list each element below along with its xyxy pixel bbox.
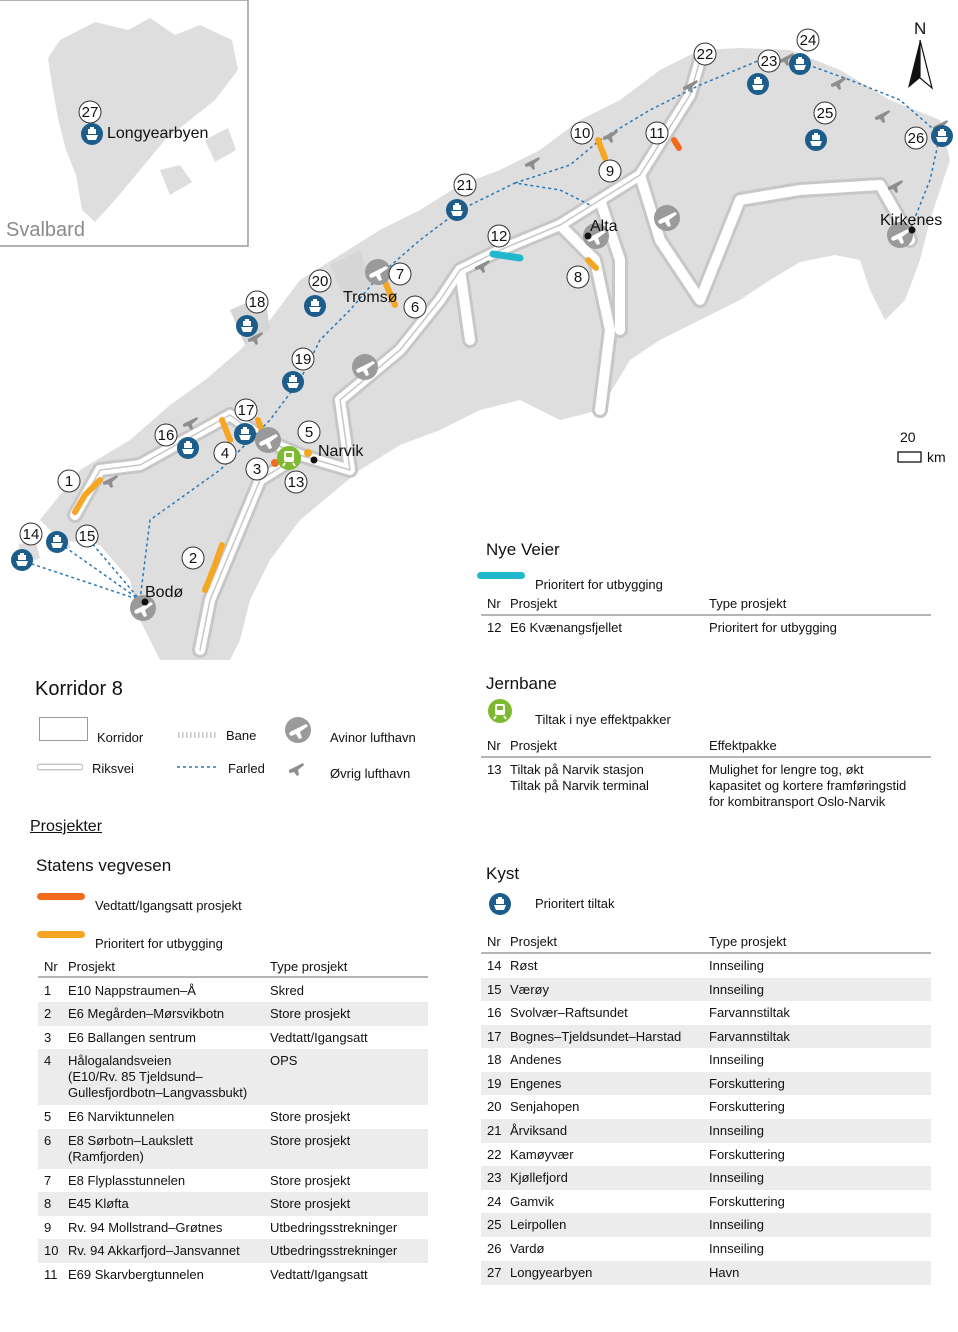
- legend-korridor-label: Korridor: [97, 730, 144, 745]
- marker-11: [646, 122, 668, 144]
- svv-nr: 5: [44, 1109, 52, 1124]
- svv-type: Store prosjekt: [270, 1006, 351, 1021]
- marker-label: 22: [696, 46, 714, 63]
- legend-avinor-icon: [284, 716, 312, 744]
- svv-nr: 8: [44, 1196, 52, 1211]
- svv-prosjekt: E69 Skarvbergtunnelen: [68, 1267, 204, 1282]
- svv-header-rule: [38, 976, 428, 978]
- marker-24: [797, 29, 819, 51]
- marker-25: [814, 102, 836, 124]
- kyst-prosjekt: Gamvik: [510, 1194, 555, 1209]
- marker-15: [76, 525, 98, 547]
- table-row: [481, 1095, 931, 1119]
- svv-prosjekt: E8 Flyplasstunnelen: [68, 1173, 186, 1188]
- kyst-nr: 15: [487, 982, 502, 997]
- airport-icon-lakselv: [654, 205, 680, 231]
- svv-nr: 2: [44, 1006, 52, 1021]
- table-row: [38, 979, 428, 1002]
- marker-10: [571, 122, 593, 144]
- table-row: [481, 954, 931, 978]
- marker-4: [214, 442, 236, 464]
- svv-type: OPS: [270, 1053, 298, 1068]
- segment-12: [493, 254, 520, 258]
- scale-value: 20: [900, 429, 916, 445]
- table-row: [481, 1001, 931, 1025]
- kyst-type: Innseiling: [709, 1170, 764, 1185]
- legend-farled-label: Farled: [228, 761, 265, 776]
- marker-label: 20: [311, 273, 329, 290]
- legend-ovrig-label: Øvrig lufthavn: [330, 766, 411, 781]
- north-label: N: [914, 19, 927, 38]
- svv-prosjekt-line2: (Ramfjorden): [68, 1149, 144, 1164]
- svv-prosjekt: Rv. 94 Mollstrand–Grøtnes: [68, 1220, 223, 1235]
- marker-20: [309, 270, 331, 292]
- airport-icon-tromso: [365, 259, 391, 285]
- table-row: [38, 1216, 428, 1239]
- nye-veier-prosjekt: E6 Kvænangsfjellet: [510, 620, 623, 635]
- svv-type: Utbedringsstrekninger: [270, 1220, 398, 1235]
- marker-1: [58, 470, 80, 492]
- svv-title: Statens vegvesen: [36, 856, 172, 875]
- kyst-prosjekt: Årviksand: [510, 1123, 568, 1138]
- svv-prosjekt: E6 Ballangen sentrum: [68, 1030, 196, 1045]
- svv-nr: 9: [44, 1220, 52, 1235]
- marker-6: [404, 296, 426, 318]
- legend-avinor-label: Avinor lufthavn: [330, 730, 416, 745]
- table-row: [481, 1237, 931, 1261]
- marker-13: [285, 471, 307, 493]
- marker-label: 25: [816, 105, 834, 122]
- kyst-prosjekt: Engenes: [510, 1076, 562, 1091]
- marker-label: 8: [573, 269, 583, 286]
- kyst-type: Forskuttering: [709, 1147, 785, 1162]
- marker-3: [246, 458, 268, 480]
- label-narvik: Narvik: [318, 443, 364, 460]
- marker-8: [567, 266, 589, 288]
- svv-nr: 6: [44, 1133, 52, 1148]
- svv-nr: 11: [44, 1267, 58, 1282]
- marker-19: [292, 348, 314, 370]
- table-row: [481, 1166, 931, 1190]
- marker-22: [694, 43, 716, 65]
- label-kirkenes: Kirkenes: [880, 212, 943, 229]
- table-row: [481, 1261, 931, 1285]
- svv-type: Vedtatt/Igangsatt: [270, 1030, 368, 1045]
- ferry-icon-19: [282, 371, 304, 393]
- rail-icon-13: [277, 446, 301, 470]
- ferry-icon-27: [81, 123, 103, 145]
- nye-veier-header-prosjekt: Prosjekt: [510, 596, 557, 611]
- table-row: [481, 1190, 931, 1213]
- kyst-prosjekt: Vardø: [510, 1241, 545, 1256]
- segment-5: [304, 449, 312, 457]
- table-row: [481, 1025, 931, 1048]
- svv-prosjekt: Hålogalandsveien: [68, 1053, 172, 1068]
- jernbane-title: Jernbane: [486, 674, 557, 693]
- ferry-icon-18: [236, 315, 258, 337]
- kyst-type: Forskuttering: [709, 1194, 785, 1209]
- marker-label: 5: [304, 424, 314, 441]
- jernbane-nr: 13: [487, 762, 502, 777]
- jernbane-prosjekt: Tiltak på Narvik stasjon: [510, 762, 644, 777]
- label-alta: Alta: [590, 218, 618, 235]
- table-row: [38, 1129, 428, 1169]
- jernbane-effektpakke-line2: kapasitet og kortere framføringstid: [709, 778, 907, 793]
- svv-vedtatt-swatch: [37, 893, 85, 900]
- kyst-prosjekt: Kamøyvær: [510, 1147, 574, 1162]
- svv-nr: 10: [44, 1243, 59, 1258]
- table-row: [481, 1048, 931, 1072]
- legend-bane-swatch: [176, 730, 220, 740]
- kyst-nr: 14: [487, 958, 502, 973]
- svv-type: Vedtatt/Igangsatt: [270, 1267, 368, 1282]
- kyst-legend-label: Prioritert tiltak: [535, 896, 615, 911]
- label-longyearbyen: Longyearbyen: [107, 125, 209, 142]
- svv-prosjekt: E6 Narviktunnelen: [68, 1109, 175, 1124]
- kyst-type: Forskuttering: [709, 1099, 785, 1114]
- table-row: [38, 1105, 428, 1129]
- marker-7: [389, 263, 411, 285]
- marker-label: 16: [157, 427, 175, 444]
- svv-nr: 1: [44, 983, 52, 998]
- jernbane-effektpakke: Mulighet for lengre tog, økt: [709, 762, 864, 777]
- svv-nr: 4: [44, 1053, 52, 1068]
- marker-27: [79, 101, 101, 123]
- kyst-prosjekt: Bognes–Tjeldsundet–Harstad: [510, 1029, 682, 1044]
- marker-label: 18: [248, 294, 266, 311]
- kyst-title: Kyst: [486, 864, 520, 883]
- legend-korridor-swatch: [39, 717, 88, 741]
- svv-prioritert-label: Prioritert for utbygging: [95, 936, 223, 951]
- kyst-type: Innseiling: [709, 1052, 764, 1067]
- nye-veier-type: Prioritert for utbygging: [709, 620, 837, 635]
- corridor-map: [0, 0, 958, 665]
- kyst-type: Innseiling: [709, 982, 764, 997]
- ferry-icon-26: [931, 125, 953, 147]
- ferry-icon-17: [234, 423, 256, 445]
- kyst-type: Farvannstiltak: [709, 1005, 790, 1020]
- marker-label: 6: [410, 299, 420, 316]
- marker-label: 19: [294, 351, 312, 368]
- table-row: [481, 758, 931, 814]
- marker-18: [246, 291, 268, 313]
- kyst-type: Farvannstiltak: [709, 1029, 790, 1044]
- ferry-icon-14: [11, 549, 33, 571]
- marker-2: [182, 547, 204, 569]
- kyst-nr: 19: [487, 1076, 502, 1091]
- kyst-type: Havn: [709, 1265, 740, 1280]
- kyst-prosjekt: Andenes: [510, 1052, 562, 1067]
- table-row: [38, 1239, 428, 1263]
- table-row: [481, 616, 931, 640]
- kyst-prosjekt: Senjahopen: [510, 1099, 580, 1114]
- kyst-type: Innseiling: [709, 958, 764, 973]
- kyst-prosjekt: Svolvær–Raftsundet: [510, 1005, 628, 1020]
- svv-header-type: Type prosjekt: [270, 959, 348, 974]
- jernbane-header-nr: Nr: [487, 738, 501, 753]
- legend-bane-label: Bane: [226, 728, 257, 743]
- table-row: [38, 1026, 428, 1049]
- kyst-prosjekt: Kjøllefjord: [510, 1170, 568, 1185]
- marker-label: 2: [188, 550, 198, 567]
- kyst-prosjekt: Longyearbyen: [510, 1265, 593, 1280]
- jernbane-rail-icon: [487, 698, 513, 724]
- scale-bar: [898, 429, 946, 465]
- marker-label: 4: [220, 445, 230, 462]
- kyst-nr: 23: [487, 1170, 502, 1185]
- marker-label: 27: [81, 104, 99, 121]
- jernbane-legend-label: Tiltak i nye effektpakker: [535, 712, 671, 727]
- table-row: [481, 1213, 931, 1237]
- svv-prosjekt-line2: (E10/Rv. 85 Tjeldsund–: [68, 1069, 203, 1084]
- ferry-icon-24: [789, 53, 811, 75]
- marker-label: 23: [760, 53, 778, 70]
- airport-icon-bardufoss: [352, 354, 378, 380]
- jernbane-header-prosjekt: Prosjekt: [510, 738, 557, 753]
- svv-header-nr: Nr: [44, 959, 58, 974]
- kyst-nr: 25: [487, 1217, 502, 1232]
- kyst-nr: 26: [487, 1241, 502, 1256]
- marker-label: 1: [64, 473, 74, 490]
- kyst-nr: 20: [487, 1099, 502, 1114]
- table-row: [38, 1169, 428, 1192]
- table-row: [481, 1143, 931, 1166]
- ferry-icon-21: [446, 199, 468, 221]
- table-row: [38, 1002, 428, 1026]
- marker-label: 12: [490, 228, 508, 245]
- legend-riksvei-label: Riksvei: [92, 761, 134, 776]
- svv-prosjekt: E45 Kløfta: [68, 1196, 129, 1211]
- marker-5: [298, 421, 320, 443]
- kyst-nr: 17: [487, 1029, 502, 1044]
- kyst-type: Forskuttering: [709, 1076, 785, 1091]
- ferry-icon-20: [304, 295, 326, 317]
- svv-nr: 7: [44, 1173, 52, 1188]
- kyst-header-nr: Nr: [487, 934, 501, 949]
- north-arrow: [908, 19, 932, 88]
- svv-type: Store prosjekt: [270, 1196, 351, 1211]
- kyst-header-type: Type prosjekt: [709, 934, 787, 949]
- legend-ovrig-icon: [285, 758, 307, 778]
- svv-prosjekt: E8 Sørbotn–Laukslett: [68, 1133, 194, 1148]
- kyst-prosjekt: Røst: [510, 958, 538, 973]
- marker-label: 24: [799, 32, 817, 49]
- legend-riksvei-swatch: [37, 762, 83, 772]
- table-row: [481, 978, 931, 1001]
- marker-23: [758, 50, 780, 72]
- svv-prosjekt: Rv. 94 Akkarfjord–Jansvannet: [68, 1243, 240, 1258]
- marker-9: [599, 160, 621, 182]
- kyst-nr: 24: [487, 1194, 502, 1209]
- kyst-nr: 21: [487, 1123, 502, 1138]
- svv-type: Utbedringsstrekninger: [270, 1243, 398, 1258]
- kyst-type: Innseiling: [709, 1217, 764, 1232]
- ferry-icon-15: [46, 531, 68, 553]
- ferry-icon-16: [177, 437, 199, 459]
- svv-prosjekt: E6 Megården–Mørsvikbotn: [68, 1006, 225, 1021]
- table-row: [481, 1072, 931, 1095]
- table-row: [38, 1192, 428, 1216]
- table-row: [38, 1263, 428, 1287]
- marker-label: 14: [22, 526, 40, 543]
- svv-nr: 3: [44, 1030, 52, 1045]
- projects-heading: Prosjekter: [30, 818, 103, 835]
- marker-21: [454, 174, 476, 196]
- airport-icon-evenes: [255, 427, 281, 453]
- svv-prioritert-swatch: [37, 931, 85, 938]
- marker-label: 13: [287, 474, 305, 491]
- marker-label: 17: [237, 402, 255, 419]
- marker-14: [20, 523, 42, 545]
- scale-unit: km: [927, 449, 946, 465]
- marker-label: 11: [649, 125, 665, 142]
- marker-26: [905, 127, 927, 149]
- svv-prosjekt: E10 Nappstraumen–Å: [68, 983, 196, 998]
- marker-label: 7: [395, 266, 405, 283]
- marker-label: 26: [907, 130, 925, 147]
- kyst-nr: 18: [487, 1052, 502, 1067]
- svalbard-label: Svalbard: [6, 219, 85, 241]
- marker-16: [155, 424, 177, 446]
- marker-label: 3: [252, 461, 262, 478]
- kyst-type: Innseiling: [709, 1123, 764, 1138]
- jernbane-header-effektpakke: Effektpakke: [709, 738, 777, 753]
- nye-veier-legend-label: Prioritert for utbygging: [535, 577, 663, 592]
- jernbane-effektpakke-line3: for kombitransport Oslo-Narvik: [709, 794, 886, 809]
- kyst-nr: 22: [487, 1147, 502, 1162]
- nye-veier-nr: 12: [487, 620, 502, 635]
- svv-vedtatt-label: Vedtatt/Igangsatt prosjekt: [95, 898, 242, 913]
- kyst-nr: 16: [487, 1005, 502, 1020]
- jernbane-prosjekt-line2: Tiltak på Narvik terminal: [510, 778, 649, 793]
- kyst-ferry-icon: [488, 892, 512, 916]
- kyst-nr: 27: [487, 1265, 502, 1280]
- svv-type: Store prosjekt: [270, 1109, 351, 1124]
- legend-farled-swatch: [175, 763, 219, 771]
- legend-title: Korridor 8: [35, 678, 123, 700]
- svalbard-inset: [0, 0, 248, 246]
- marker-label: 15: [78, 528, 96, 545]
- label-bodo: Bodø: [145, 584, 184, 601]
- marker-label: 9: [605, 163, 615, 180]
- kyst-type: Innseiling: [709, 1241, 764, 1256]
- nye-veier-title: Nye Veier: [486, 540, 560, 559]
- marker-17: [235, 399, 257, 421]
- segment-11: [674, 140, 679, 148]
- label-tromso: Tromsø: [343, 289, 398, 306]
- marker-12: [488, 225, 510, 247]
- svv-type: Skred: [270, 983, 304, 998]
- kyst-prosjekt: Leirpollen: [510, 1217, 567, 1232]
- ferry-icon-25: [805, 129, 827, 151]
- ferry-icon-23: [747, 73, 769, 95]
- svv-header-prosjekt: Prosjekt: [68, 959, 115, 974]
- svv-type: Store prosjekt: [270, 1133, 351, 1148]
- table-row: [38, 1049, 428, 1105]
- kyst-prosjekt: Værøy: [510, 982, 549, 997]
- kyst-header-prosjekt: Prosjekt: [510, 934, 557, 949]
- nye-veier-header-type: Type prosjekt: [709, 596, 787, 611]
- nye-veier-swatch: [477, 572, 525, 579]
- svv-type: Store prosjekt: [270, 1173, 351, 1188]
- svv-prosjekt-line3: Gullesfjordbotn–Langvassbukt): [68, 1085, 248, 1100]
- table-row: [481, 1119, 931, 1143]
- marker-label: 21: [456, 177, 474, 194]
- marker-label: 10: [573, 125, 591, 142]
- nye-veier-header-nr: Nr: [487, 596, 501, 611]
